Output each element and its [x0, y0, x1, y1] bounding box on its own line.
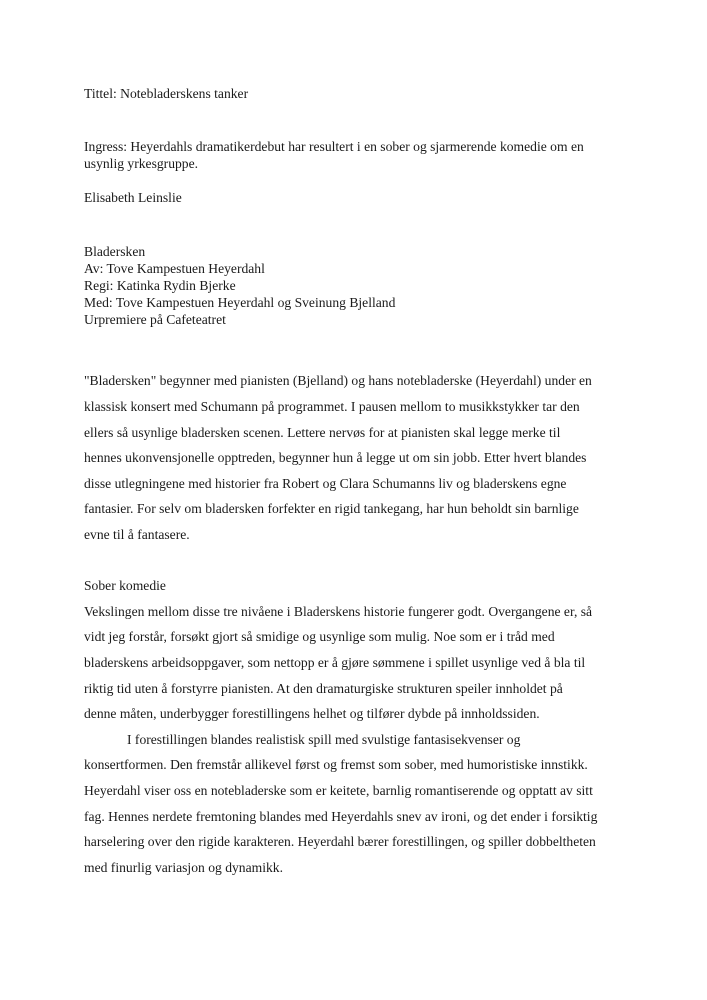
paragraph-line: denne måten, underbygger forestillingens helhet og tilfører dybde på innholdssiden.	[84, 706, 540, 721]
paragraph-line: klassisk konsert med Schumann på programmet. I pausen mellom to musikkstykker tar den	[84, 399, 580, 414]
paragraph-line: bladerskens arbeidsoppgaver, som nettopp er å gjøre sømmene i spillet usynlige ved å bla til	[84, 655, 586, 670]
paragraph-line: ellers så usynlige bladersken scenen. Lettere nervøs for at pianisten skal legge merke til	[84, 425, 561, 440]
paragraph-line: Vekslingen mellom disse tre nivåene i Bladerskens historie fungerer godt. Overgangene er, så	[84, 604, 593, 619]
paragraph-line: fantasier. For selv om bladersken forfekter en rigid tankegang, har hun beholdt sin barnlige	[84, 501, 579, 516]
play-title: Bladersken	[84, 244, 146, 259]
paragraph-line: I forestillingen blandes realistisk spill med svulstige fantasisekvenser og	[127, 732, 521, 747]
author-name: Elisabeth Leinslie	[84, 190, 182, 205]
credit-line: Av: Tove Kampestuen Heyerdahl	[84, 261, 265, 276]
paragraph-line: disse utlegningene med historier fra Robert og Clara Schumanns liv og bladerskens egne	[84, 476, 567, 491]
paragraph-line: "Bladersken" begynner med pianisten (Bjelland) og hans notebladerske (Heyerdahl) under en	[84, 373, 592, 388]
ingress-line: Ingress: Heyerdahls dramatikerdebut har resultert i en sober og sjarmerende komedie om en	[84, 139, 584, 154]
paragraph-line: konsertformen. Den fremstår allikevel først og fremst som sober, med humoristiske innstikk.	[84, 757, 588, 772]
paragraph-line: riktig tid uten å forstyrre pianisten. At den dramaturgiske strukturen speiler innholdet på	[84, 681, 563, 696]
document-title: Tittel: Notebladerskens tanker	[84, 86, 249, 101]
credit-line: Med: Tove Kampestuen Heyerdahl og Sveinung Bjelland	[84, 295, 396, 310]
paragraph-line: fag. Hennes nerdete fremtoning blandes med Heyerdahls snev av ironi, og det ender i forsiktig	[84, 809, 598, 824]
ingress-line: usynlig yrkesgruppe.	[84, 156, 199, 171]
section-heading: Sober komedie	[84, 578, 166, 593]
paragraph-line: Heyerdahl viser oss en notebladerske som er keitete, barnlig romantiserende og opptatt av sitt	[84, 783, 593, 798]
paragraph-line: hennes ukonvensjonelle opptreden, begynner hun å legge ut om sin jobb. Etter hvert blandes	[84, 450, 587, 465]
paragraph-line: harselering over den rigide karakteren. Heyerdahl bærer forestillingen, og spiller dobbeltheten	[84, 834, 596, 849]
paragraph-line: med finurlig variasjon og dynamikk.	[84, 860, 283, 875]
credit-line: Urpremiere på Cafeteatret	[84, 312, 226, 327]
paragraph-line: vidt jeg forstår, forsøkt gjort så smidige og usynlige som mulig. Noe som er i tråd med	[84, 629, 555, 644]
credit-line: Regi: Katinka Rydin Bjerke	[84, 278, 236, 293]
paragraph-line: evne til å fantasere.	[84, 527, 190, 542]
